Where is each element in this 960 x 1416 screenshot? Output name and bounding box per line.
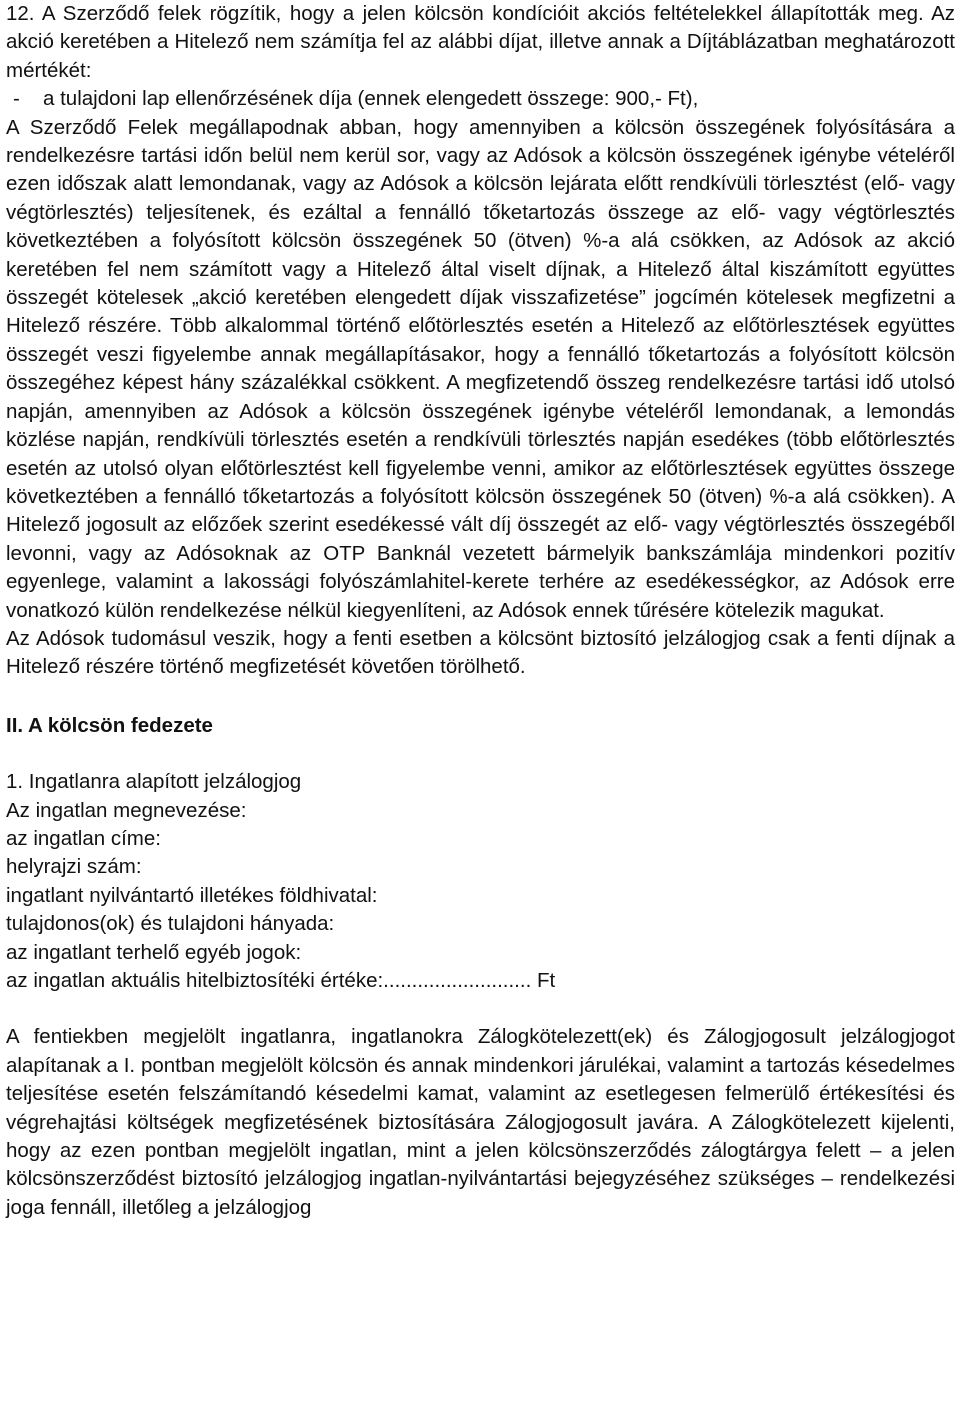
spacer [6, 995, 955, 1023]
point-12-intro: 12. A Szerződő felek rögzítik, hogy a jelen kölcsön kondícióit akciós feltételekkel állapították meg. Az akció keretében a Hitelező nem számítja fel az alábbi díjat, illetve annak a Díjtáblázatban meghatározott mértékét: [6, 2, 955, 82]
property-field-collateral-value: az ingatlan aktuális hitelbiztosítéki értéke:.......................... Ft [6, 969, 556, 992]
spacer [6, 740, 955, 768]
property-field-name: Az ingatlan megnevezése: [6, 798, 247, 822]
fee-bullet-text: a tulajdoni lap ellenőrzésének díja (ennek elengedett összege: 900,- Ft), [43, 87, 699, 111]
property-field-land-office: ingatlant nyilvántartó illetékes földhivatal: [6, 883, 378, 907]
spacer [6, 682, 955, 712]
property-field-address: az ingatlan címe: [6, 826, 161, 850]
property-field-owners: tulajdonos(ok) és tulajdoni hányada: [6, 912, 335, 936]
document-page [6, 0, 955, 1222]
section-2-heading: II. A kölcsön fedezete [6, 713, 213, 737]
section-2-subheading: 1. Ingatlanra alapított jelzálogjog [6, 770, 302, 794]
fee-bullet-item [6, 85, 955, 113]
property-field-encumbrances: az ingatlant terhelő egyéb jogok: [6, 940, 302, 964]
bullet-dash: - [13, 87, 20, 111]
mortgage-paragraph: A fentiekben megjelölt ingatlanra, ingatlanokra Zálogkötelezett(ek) és Zálogjogosult jelzálogjogot alapítanak a I. pontban megjelölt kölcsön és annak mindenkori járulékai, valamint a tartozás késedelmes teljesítése esetén felszámítandó késedelmi kamat, valamint az esetlegesen felmerülő értékesítési és végrehajtási költségek megfizetésének biztosítására Zálogjogosult javára. A Zálogkötelezett kijelenti, hogy az ezen pontban megjelölt ingatlan, mint a jelen kölcsönszerződés zálogtárgya felett – a jelen kölcsönszerződést biztosító jelzálogjog ingatlan-nyilvántartási bejegyzéséhez szükséges – rendelkezési joga fennáll, illetőleg a jelzálogjog [6, 1025, 955, 1219]
property-field-parcel-number: helyrajzi szám: [6, 855, 142, 879]
point-12-body: A Szerződő Felek megállapodnak abban, hogy amennyiben a kölcsön összegének folyósítására a rendelkezésre tartási időn belül nem kerül sor, vagy az Adósok a kölcsön összegének igénybe vételéről ezen időszak alatt lemondanak, vagy az Adósok a kölcsön lejárata előtt rendkívüli törlesztést (elő- vagy végtörlesztés) teljesítenek, és ezáltal a fennálló tőketartozás összege az elő- vagy végtörlesztés következtében a folyósított kölcsön összegének 50 (ötven) %-a alá csökken, az Adósok az akció keretében fel nem számított vagy a Hitelező által viselt díjnak, a Hitelező által kiszámított együttes összegét kötelesek „akció keretében elengedett díjak visszafizetése” jogcímén kötelesek megfizetni a Hitelező részére. Több alkalommal történő előtörlesztés esetén a Hitelező az előtörlesztések együttes összegét veszi figyelembe annak megállapításakor, hogy a fennálló tőketartozás a folyósított kölcsön összegéhez képest hány százalékkal csökkent. A megfizetendő összeg rendelkezésre tartási idő utolsó napján, amennyiben az Adósok a kölcsön összegének igénybe vételéről lemondanak, a lemondás közlése napján, rendkívüli törlesztés esetén a rendkívüli törlesztés napján esedékes (több előtörlesztés esetén az utolsó olyan előtörlesztést kell figyelembe venni, amikor az előtörlesztések együttes összege következtében a fennálló tőketartozás a folyósított kölcsön összegének 50 (ötven) %-a alá csökken). A Hitelező jogosult az előzőek szerint esedékessé vált díj összegét az elő- vagy végtörlesztés összegéből levonni, vagy az Adósoknak az OTP Banknál vezetett bármelyik bankszámlája mindenkori pozitív egyenlege, valamint a lakossági folyószámlahitel-kerete terhére az esedékességkor, az Adósok erre vonatkozó külön rendelkezése nélkül kiegyenlíteni, az Adósok ennek tűrésére kötelezik magukat. [6, 115, 955, 622]
point-12-closing: Az Adósok tudomásul veszik, hogy a fenti esetben a kölcsönt biztosító jelzálogjog csak a fenti díjnak a Hitelező részére történő megfizetését követően törölhető. [6, 626, 955, 679]
